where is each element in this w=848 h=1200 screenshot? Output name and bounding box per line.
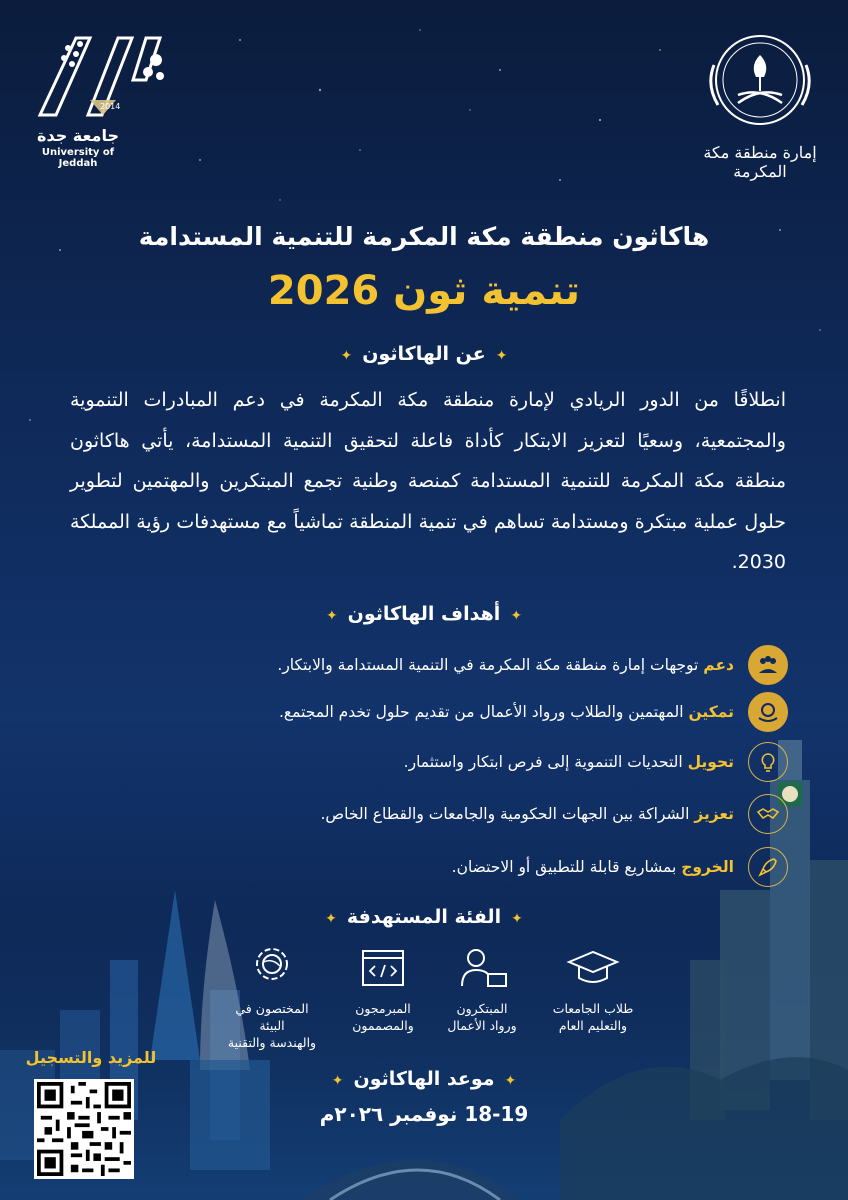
emirate-emblem-icon	[690, 25, 830, 140]
sparkle-icon: ✦	[495, 348, 508, 364]
goal-text: المهتمين والطلاب ورواد الأعمال من تقديم حلول تخدم المجتمع.	[278, 703, 689, 721]
audience-label: ورواد الأعمال	[447, 1018, 517, 1033]
audience-item	[333, 948, 433, 1034]
audience-item	[432, 948, 532, 1034]
goal-text: الشراكة بين الجهات الحكومية والجامعات والقطاع الخاص.	[320, 805, 695, 823]
schedule-heading: ✦موعد الهاكاثون✦	[331, 1068, 517, 1090]
goals-heading: ✦أهداف الهاكاثون✦	[325, 603, 523, 625]
sparkle-icon: ✦	[511, 911, 523, 927]
register-label: للمزيد والتسجيل	[25, 1048, 157, 1067]
goal-keyword: الخروج	[681, 858, 734, 876]
graduation-cap-icon	[565, 948, 621, 988]
goal-keyword: دعم	[703, 656, 734, 674]
logo-name-ar: جامعة جدة	[37, 126, 119, 145]
gear-globe-icon	[244, 940, 300, 988]
goal-keyword: تحويل	[687, 753, 734, 771]
hackathon-title: هاكاثون منطقة مكة المكرمة للتنمية المستدامة	[138, 222, 710, 251]
team-hands-icon	[748, 645, 788, 685]
sparkle-icon: ✦	[331, 1073, 344, 1089]
audience-item	[543, 948, 643, 1034]
sparkle-icon: ✦	[325, 608, 338, 624]
emirate-name-ar: إمارة منطقة مكة المكرمة	[703, 143, 817, 181]
sparkle-icon: ✦	[340, 348, 353, 364]
code-window-icon	[355, 948, 411, 988]
goal-keyword: تمكين	[688, 703, 734, 721]
rocket-icon	[748, 847, 788, 887]
goal-keyword: تعزيز	[694, 805, 734, 823]
makkah-emirate-logo	[690, 25, 830, 181]
goal-text: توجهات إمارة منطقة مكة المكرمة في التنمية المستدامة والابتكار.	[277, 656, 704, 674]
university-emblem-icon	[28, 20, 178, 130]
goal-item	[68, 794, 788, 834]
handshake-icon	[748, 794, 788, 834]
registration-qr-code[interactable]	[34, 1079, 134, 1179]
hackathon-date: 18-19 نوفمبر ٢٠٢٦م	[319, 1102, 529, 1126]
audience-label: طلاب الجامعات	[552, 1001, 634, 1016]
goal-text: بمشاريع قابلة للتطبيق أو الاحتضان.	[451, 858, 682, 876]
audience-label: المبتكرون	[456, 1001, 508, 1016]
goal-item	[68, 645, 788, 685]
sparkle-icon: ✦	[504, 1073, 517, 1089]
goal-text: التحديات التنموية إلى فرص ابتكار واستثمار.	[403, 753, 688, 771]
audience-label: والمصممون	[352, 1018, 414, 1033]
logo-year: 2014	[100, 102, 121, 111]
audience-label: والتعليم العام	[558, 1018, 628, 1033]
about-heading: ✦عن الهاكاثون✦	[340, 343, 508, 365]
hackathon-brand-title: تنمية ثون 2026	[267, 268, 581, 314]
logo-name-en: University of Jeddah	[41, 147, 115, 169]
audience-label: والهندسة والتقنية	[227, 1035, 317, 1050]
sparkle-icon: ✦	[510, 608, 523, 624]
audience-item	[222, 940, 322, 1051]
globe-hands-icon	[748, 692, 788, 732]
goal-item	[68, 742, 788, 782]
about-body: انطلاقًا من الدور الريادي لإمارة منطقة مكة المكرمة في دعم المبادرات التنموية والمجتمعية، وسعيًا لتعزيز الابتكار كأداة فاعلة لتحقيق التنمية المستدامة، يأتي هاكاثون منطقة مكة المكرمة للتنمية المستدامة كمنصة وطنية تجمع المبتكرين والمهتمين لتطوير حلول عملية مبتكرة ومستدامة تساهم في تنمية المنطقة تماشياً مع مستهدفات رؤية المملكة 2030.	[70, 389, 786, 573]
university-of-jeddah-logo	[28, 20, 178, 169]
goal-item	[68, 692, 788, 732]
audience-label: المختصون في البيئة	[235, 1001, 309, 1033]
audience-heading: ✦الفئة المستهدفة✦	[325, 906, 523, 928]
person-briefcase-icon	[454, 948, 510, 988]
qr-code-icon	[37, 1082, 131, 1176]
audience-label: المبرمجون	[355, 1001, 411, 1016]
goal-item	[68, 847, 788, 887]
lightbulb-icon	[748, 742, 788, 782]
sparkle-icon: ✦	[325, 911, 337, 927]
